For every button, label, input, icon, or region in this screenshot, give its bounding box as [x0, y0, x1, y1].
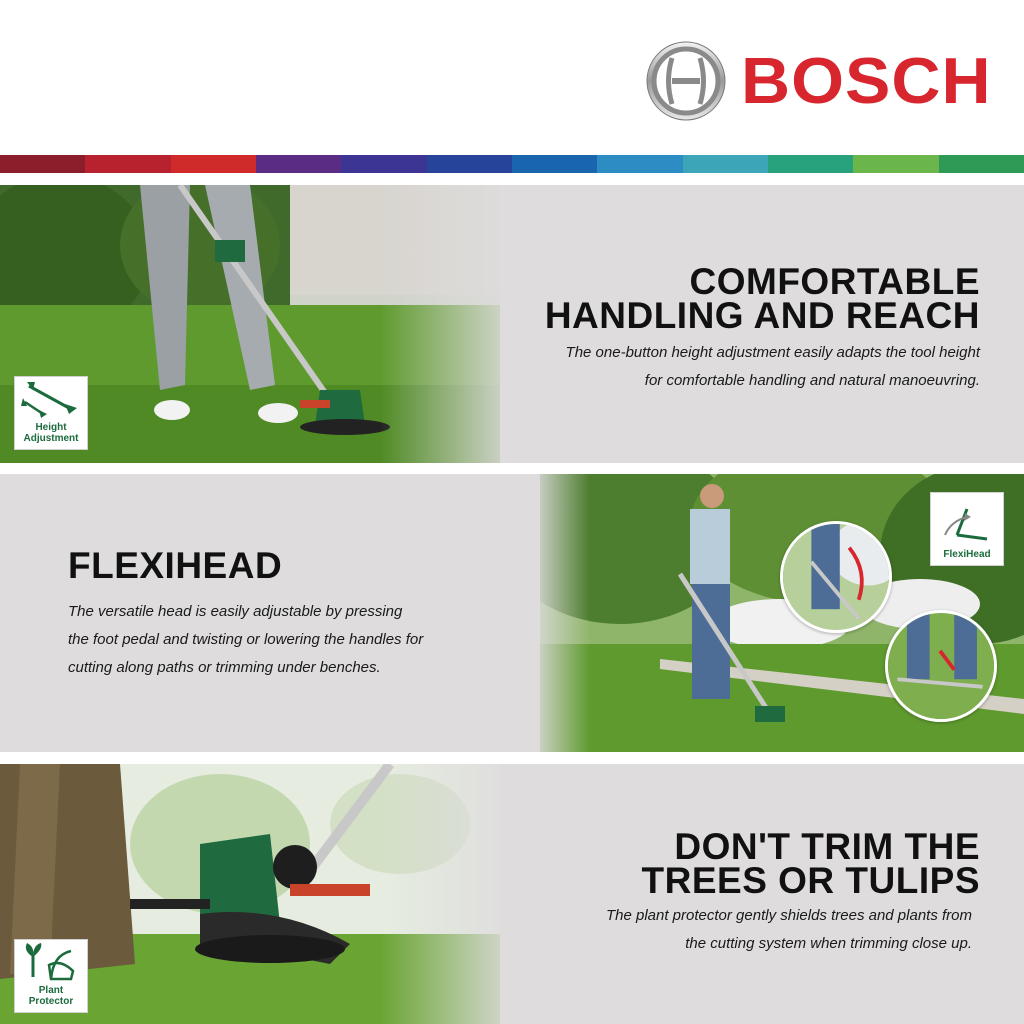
- stripe-segment: [768, 155, 853, 173]
- stripe-segment: [85, 155, 170, 173]
- flexihead-icon: [937, 505, 997, 547]
- inset-lower-handles: [885, 610, 997, 722]
- section-flexihead: [0, 474, 1024, 752]
- brand-name: BOSCH: [741, 44, 992, 118]
- stripe-segment: [171, 155, 256, 173]
- section-handling: [0, 185, 1024, 463]
- section-description: The versatile head is easily adjustable by pressing the foot pedal and twisting or lowering the handles for cutting along paths or trimming under benches.: [68, 603, 424, 676]
- stripe-segment: [512, 155, 597, 173]
- stripe-segment: [341, 155, 426, 173]
- height-adjustment-badge: [14, 376, 88, 450]
- stripe-segment: [853, 155, 938, 173]
- height-adjustment-icon: [21, 378, 81, 420]
- section-description: The plant protector gently shields trees and plants from the cutting system when trimming close up.: [605, 907, 972, 952]
- section-plant-protector: [0, 764, 1024, 1024]
- section-heading: FLEXIHEAD: [68, 545, 283, 586]
- header: [0, 0, 1024, 155]
- stripe-segment: [597, 155, 682, 173]
- plant-protector-badge: [14, 939, 88, 1013]
- flexihead-badge: [930, 492, 1004, 566]
- bosch-logo: [645, 40, 992, 122]
- stripe-segment: [0, 155, 85, 173]
- section-description: The one-button height adjustment easily adapts the tool height for comfortable handling and natural manoeuvring.: [565, 344, 980, 389]
- plant-protector-icon: [21, 941, 81, 983]
- badge-label: Adjustment: [23, 433, 79, 444]
- section-heading: COMFORTABLE HANDLING AND REACH: [544, 261, 980, 336]
- badge-label: Plant: [38, 985, 64, 996]
- stripe-segment: [256, 155, 341, 173]
- bosch-armature-icon: [645, 40, 727, 122]
- stripe-segment: [427, 155, 512, 173]
- stripe-segment: [683, 155, 768, 173]
- color-stripe: [0, 155, 1024, 173]
- badge-label: Height: [35, 422, 67, 433]
- stripe-segment: [939, 155, 1024, 173]
- section-heading: DON'T TRIM THE TREES OR TULIPS: [641, 826, 980, 901]
- badge-label: FlexiHead: [943, 549, 991, 560]
- inset-foot-pedal: [780, 521, 892, 633]
- badge-label: Protector: [28, 996, 74, 1007]
